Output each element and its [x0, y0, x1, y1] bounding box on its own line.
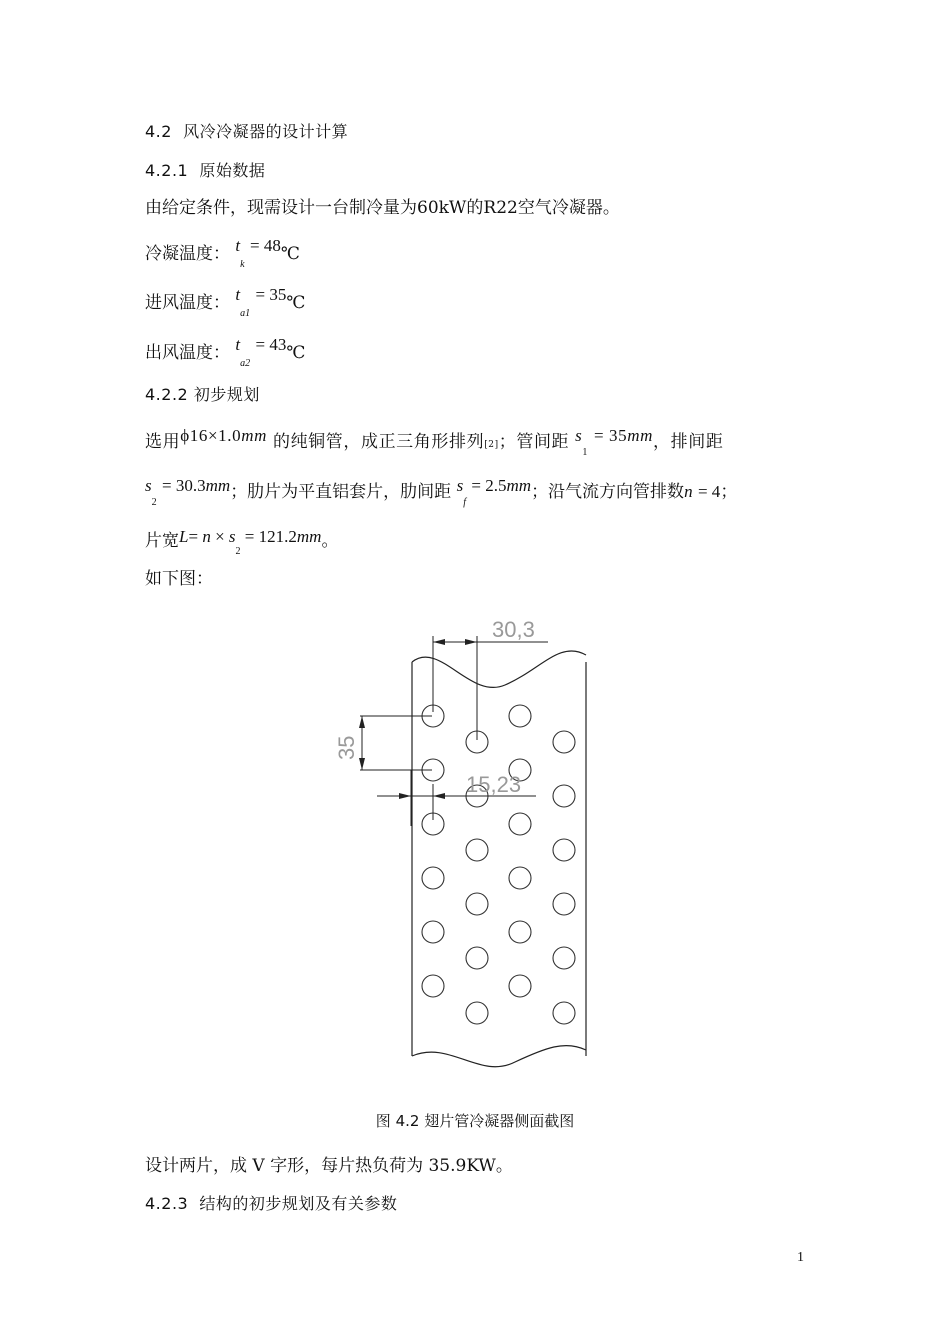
panel-bottom-wave [412, 1046, 586, 1067]
plan-text: ； [720, 482, 738, 502]
plan-line-3 [145, 529, 338, 556]
tube-hole [422, 921, 444, 943]
arrowhead [465, 639, 477, 645]
tube-hole [553, 893, 575, 915]
n-value: = 4 [697, 482, 721, 501]
L-subscript: 2 [235, 546, 241, 557]
L-n: n [202, 527, 211, 546]
tube-spec: ϕ16×1.0 [180, 426, 242, 445]
intro-paragraph: 由给定条件，现需设计一台制冷量为60kW的R22空气冷凝器。 [145, 198, 620, 218]
plan-text: ；肋片为平直铝套片，肋间距 [230, 482, 452, 502]
section-heading-4-2-1 [145, 159, 265, 183]
see-figure-text: 如下图： [145, 569, 213, 589]
outlet-temp-value: = 43 [255, 335, 287, 354]
section-title: 结构的初步规划及有关参数 [199, 1194, 398, 1213]
sf-symbol: s [456, 476, 464, 495]
tube-hole [509, 813, 531, 835]
tube-hole [466, 947, 488, 969]
temp-symbol: t [235, 236, 241, 255]
dim-label-tube-pitch: 35 [334, 735, 359, 760]
tube-hole [466, 731, 488, 753]
plan-text: 片宽 [145, 531, 179, 551]
section-heading-4-2 [145, 120, 348, 144]
s1-unit: mm [627, 426, 654, 445]
L-equals: = [188, 527, 203, 546]
tube-hole [509, 921, 531, 943]
tube-hole [422, 813, 444, 835]
tube-hole [466, 893, 488, 915]
panel-top-wave [412, 651, 586, 688]
condense-temp-value: = 48 [250, 236, 281, 255]
plan-text: 。 [321, 531, 339, 551]
plan-line-2 [145, 476, 738, 508]
tube-hole [553, 785, 575, 807]
inlet-temp-line [145, 285, 306, 319]
page-number: 1 [797, 1250, 804, 1265]
s2-symbol: s [145, 476, 152, 495]
arrowhead [433, 793, 445, 799]
s2-unit: mm [205, 476, 231, 495]
dim-label-row-pitch: 30,3 [492, 617, 535, 642]
plan-text: ，排间距 [653, 432, 724, 452]
dim-label-half-pitch: 15,23 [466, 772, 522, 797]
reference-mark: [2] [484, 440, 499, 450]
plan-text: ；管间距 [498, 432, 570, 452]
tube-hole [509, 867, 531, 889]
arrowhead [359, 758, 365, 770]
plan-line-1 [145, 426, 724, 458]
s2-subscript: 2 [151, 497, 157, 508]
tube-hole [553, 731, 575, 753]
tube-hole [466, 839, 488, 861]
temp-subscript: a2 [240, 358, 251, 369]
inlet-temp-label: 进风温度： [145, 293, 230, 313]
sf-value: = 2.5 [471, 476, 507, 495]
condense-temp-line [145, 236, 300, 270]
temp-unit: ℃ [286, 293, 306, 312]
tube-hole [553, 1002, 575, 1024]
temp-symbol: t [235, 335, 241, 354]
section-title: 风冷冷凝器的设计计算 [183, 122, 349, 141]
tube-hole [466, 1002, 488, 1024]
figure-caption: 图 4.2 翅片管冷凝器侧面截图 [375, 1112, 575, 1130]
tube-hole [553, 839, 575, 861]
L-value: = 121.2 [240, 527, 297, 546]
tube-hole [422, 705, 444, 727]
design-note: 设计两片，成 V 字形，每片热负荷为 35.9KW。 [145, 1156, 513, 1176]
condense-temp-label: 冷凝温度： [145, 244, 230, 264]
temp-symbol: t [235, 285, 241, 304]
s1-value: = 35 [594, 426, 628, 445]
s1-symbol: s [575, 426, 583, 445]
tube-hole [422, 975, 444, 997]
sf-unit: mm [506, 476, 532, 495]
s2-value: = 30.3 [162, 476, 206, 495]
L-symbol: L [179, 527, 189, 546]
tube-hole [422, 759, 444, 781]
section-title: 初步规划 [193, 385, 260, 404]
temp-unit: ℃ [286, 343, 306, 362]
n-symbol: n [684, 482, 693, 501]
tube-hole [553, 947, 575, 969]
section-title: 原始数据 [199, 161, 266, 180]
outlet-temp-label: 出风温度： [145, 343, 230, 363]
arrowhead [399, 793, 411, 799]
section-number: 4.2.2 [145, 385, 189, 404]
tube-hole [509, 975, 531, 997]
tube-hole [509, 759, 531, 781]
section-heading-4-2-3 [145, 1192, 397, 1216]
L-times: × [210, 527, 229, 546]
section-number: 4.2.1 [145, 161, 189, 180]
L-s: s [228, 527, 236, 546]
arrowhead [359, 716, 365, 728]
outlet-temp-line [145, 335, 306, 369]
temp-subscript: a1 [240, 308, 251, 319]
temp-subscript: k [240, 259, 245, 270]
plan-text: 的纯铜管，成正三角形排列 [272, 432, 485, 452]
tube-hole [509, 705, 531, 727]
sf-subscript: f [463, 497, 466, 508]
inlet-temp-value: = 35 [255, 285, 287, 304]
temp-unit: ℃ [280, 244, 300, 263]
plan-text: 选用 [145, 432, 181, 452]
tube-hole [466, 785, 488, 807]
L-unit: mm [296, 527, 322, 546]
plan-text: ；沿气流方向管排数 [531, 482, 685, 502]
section-heading-4-2-2 [145, 383, 260, 407]
section-number: 4.2.3 [145, 1194, 189, 1213]
section-number: 4.2 [145, 122, 172, 141]
tube-unit: mm [241, 426, 267, 445]
arrowhead [433, 639, 445, 645]
s1-subscript: 1 [582, 447, 588, 458]
tube-hole [422, 867, 444, 889]
